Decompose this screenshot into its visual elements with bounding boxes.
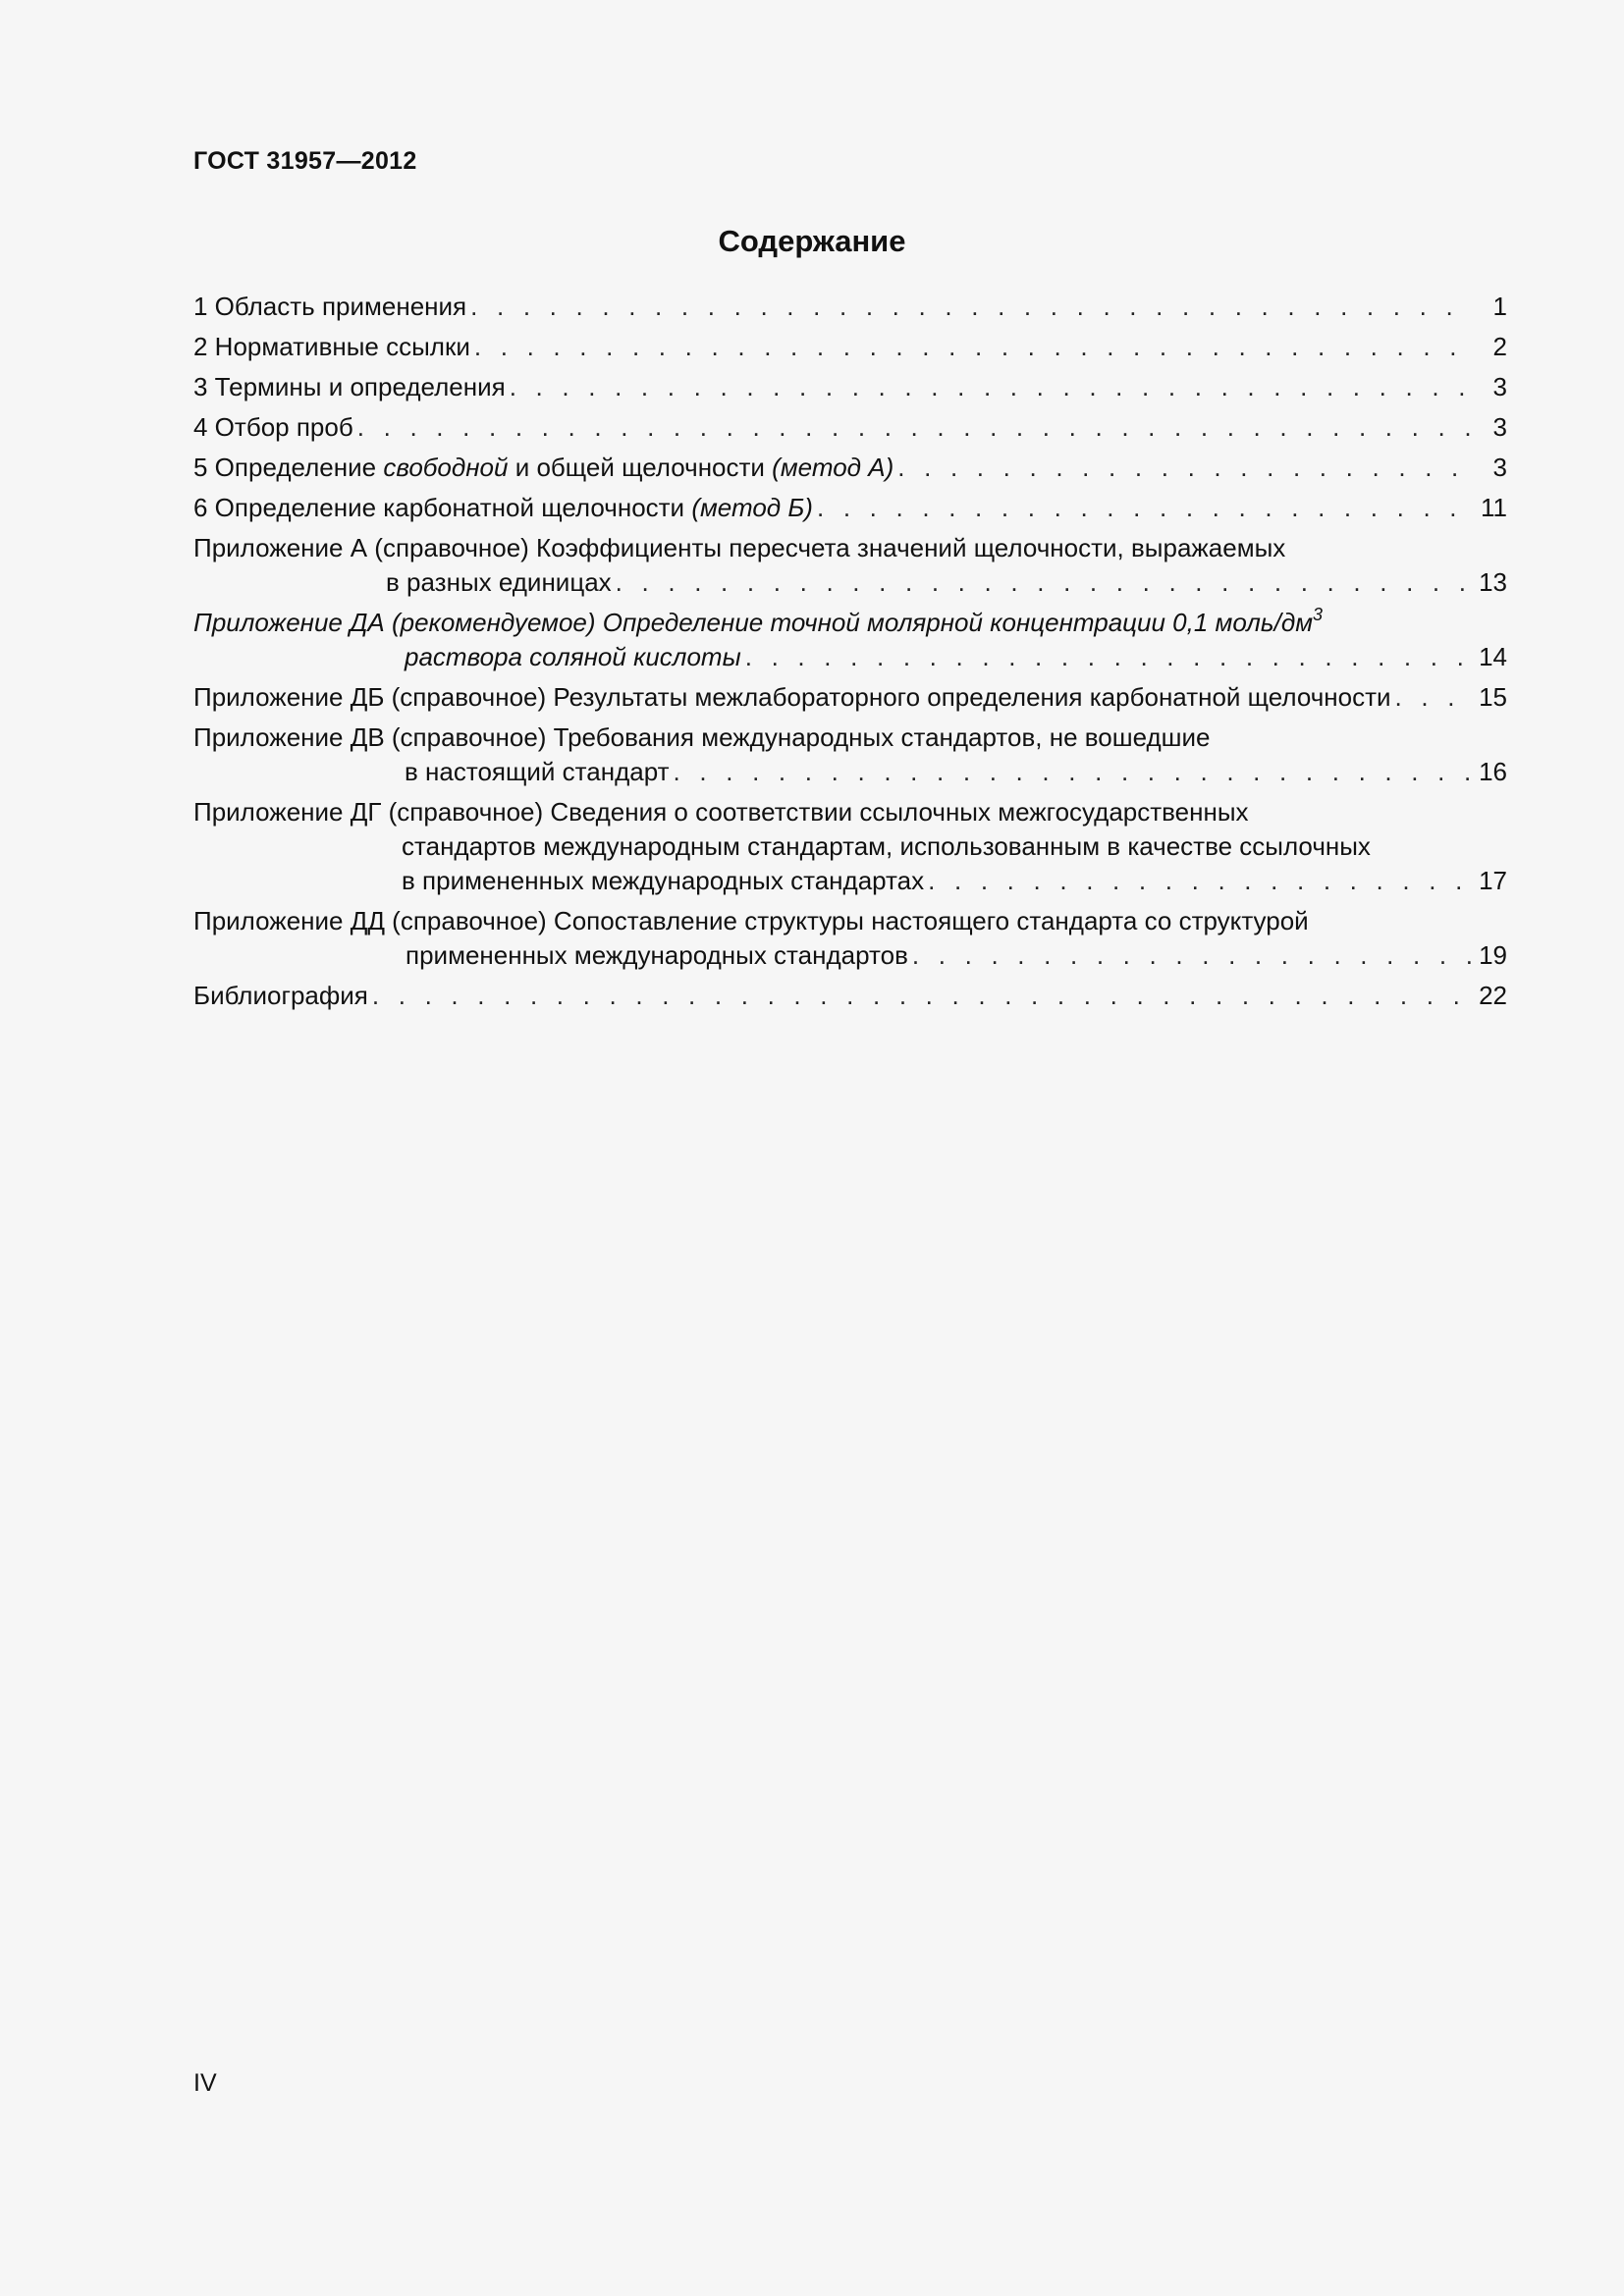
toc-entry-text-mid: и общей щелочности: [508, 453, 773, 482]
toc-entry-text: [193, 451, 893, 485]
toc-entry-page: 3: [1492, 453, 1507, 482]
toc-entry-text-line1: Приложение ДВ (справочное) Требования международных стандартов, не вошедшие: [193, 722, 1211, 752]
toc-entry-normative-references[interactable]: [193, 330, 1507, 364]
toc-entry-appendix-a[interactable]: [193, 531, 1507, 600]
toc-entry-page: 14: [1479, 642, 1507, 671]
toc-entry-text-italic: (метод Б): [691, 493, 813, 522]
dot-leader: [470, 290, 1472, 324]
superscript: 3: [1313, 605, 1324, 624]
toc-entry-text-line1: [193, 606, 1507, 640]
toc-entry-page: 11: [1481, 493, 1507, 522]
toc-entry-text-line2: раствора соляной кислоты: [405, 642, 741, 671]
dot-leader: [897, 451, 1472, 485]
toc-entry-page: 2: [1492, 332, 1507, 361]
toc-entry-text-line3: в примененных международных стандартах: [402, 866, 925, 895]
toc-entry-page: 16: [1479, 757, 1507, 786]
document-code: ГОСТ 31957—2012: [193, 147, 417, 175]
toc-entry-text: 2 Нормативные ссылки: [193, 332, 470, 361]
toc-entry-page: 3: [1492, 412, 1507, 442]
toc-entry-page: 19: [1479, 940, 1507, 970]
dot-leader: [474, 330, 1472, 364]
toc-entry-text-line1-main: Приложение ДА (рекомендуемое) Определение точной молярной концентрации 0,1 моль/дм: [193, 608, 1314, 637]
toc-entry-page: 1: [1492, 292, 1507, 321]
toc-entry-page: 17: [1479, 866, 1507, 895]
toc-entry-page: 22: [1479, 981, 1507, 1010]
toc-entry-appendix-dd[interactable]: [193, 904, 1507, 973]
dot-leader: [357, 410, 1472, 445]
toc-entry-text-italic: (метод А): [772, 453, 894, 482]
toc-entry-text-line2: примененных международных стандартов: [406, 940, 908, 970]
toc-entry-text-line1: Приложение ДГ (справочное) Сведения о соответствии ссылочных межгосударственных: [193, 797, 1249, 827]
toc-entry-text-line2: стандартов международным стандартам, использованным в качестве ссылочных: [402, 831, 1371, 861]
toc-entry-method-b[interactable]: [193, 491, 1507, 525]
toc-entry-appendix-dv[interactable]: [193, 721, 1507, 789]
toc-entry-method-a[interactable]: [193, 451, 1507, 485]
dot-leader: [674, 755, 1472, 789]
toc-entry-text-line2: в разных единицах: [386, 567, 612, 597]
toc-entry-page: 3: [1492, 372, 1507, 401]
toc-entry-text: Приложение ДБ (справочное) Результаты межлабораторного определения карбонатной щелочности: [193, 682, 1391, 712]
toc-entry-text-prefix: 6 Определение карбонатной щелочности: [193, 493, 692, 522]
table-of-contents: [193, 290, 1507, 1019]
toc-entry-page: 15: [1479, 682, 1507, 712]
dot-leader: [928, 864, 1472, 898]
toc-entry-text-prefix: 5 Определение: [193, 453, 384, 482]
dot-leader: [745, 640, 1472, 674]
toc-entry-bibliography[interactable]: [193, 979, 1507, 1013]
toc-entry-text: 4 Отбор проб: [193, 412, 353, 442]
toc-entry-text-line1: Приложение ДД (справочное) Сопоставление структуры настоящего стандарта со структурой: [193, 906, 1309, 935]
toc-entry-appendix-dg[interactable]: [193, 795, 1507, 898]
toc-entry-text: [193, 491, 813, 525]
toc-entry-text: 1 Область применения: [193, 292, 467, 321]
dot-leader: [1395, 680, 1472, 715]
toc-title: Содержание: [718, 224, 906, 258]
toc-entry-appendix-da[interactable]: [193, 606, 1507, 674]
dot-leader: [372, 979, 1472, 1013]
toc-entry-appendix-db[interactable]: [193, 680, 1507, 715]
toc-entry-page: 13: [1479, 567, 1507, 597]
dot-leader: [616, 565, 1472, 600]
toc-entry-terms[interactable]: [193, 370, 1507, 404]
dot-leader: [912, 938, 1472, 973]
toc-entry-sampling[interactable]: [193, 410, 1507, 445]
toc-entry-text: 3 Термины и определения: [193, 372, 506, 401]
dot-leader: [817, 491, 1472, 525]
toc-entry-text-line1: Приложение А (справочное) Коэффициенты пересчета значений щелочности, выражаемых: [193, 533, 1286, 562]
page-number: IV: [193, 2069, 217, 2097]
toc-entry-text-italic: свободной: [383, 453, 509, 482]
toc-entry-text: Библиография: [193, 981, 368, 1010]
toc-entry-scope[interactable]: [193, 290, 1507, 324]
dot-leader: [510, 370, 1472, 404]
toc-entry-text-line2: в настоящий стандарт: [405, 757, 670, 786]
